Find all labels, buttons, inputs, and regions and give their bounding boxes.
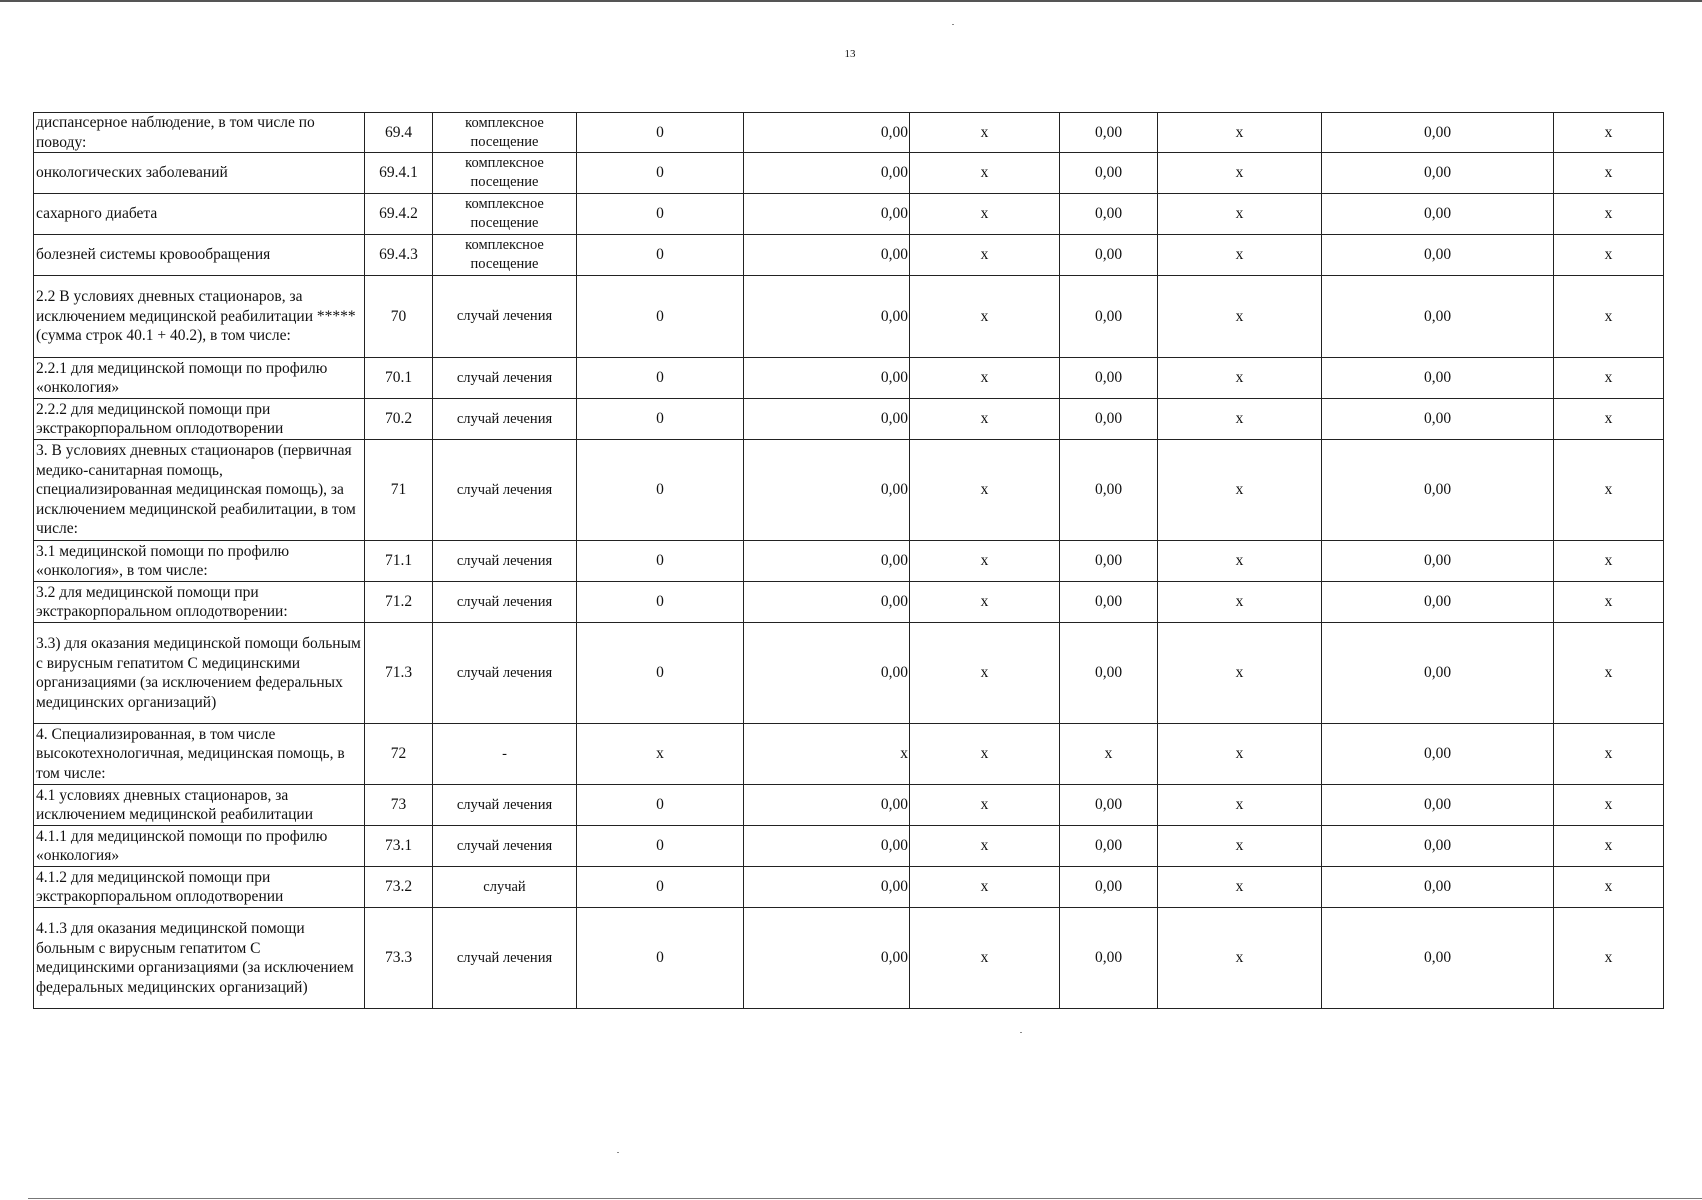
row-code-cell: 70.2 [365, 399, 433, 440]
value-cell: 0 [577, 153, 744, 194]
value-cell: х [1158, 276, 1322, 358]
row-name-cell: 2.2.2 для медицинской помощи при экстракорпоральном оплодотворении [34, 399, 365, 440]
row-name-cell: 4.1.3 для оказания медицинской помощи больным с вирусным гепатитом С медицинскими организациями (за исключением федеральных медицинских организаций) [34, 908, 365, 1009]
value-cell: 0,00 [1060, 623, 1158, 724]
value-cell: х [1158, 153, 1322, 194]
value-cell: х [910, 440, 1060, 541]
value-cell: 0,00 [1322, 623, 1554, 724]
value-cell: 0 [577, 908, 744, 1009]
scan-top-rule [0, 0, 1702, 2]
value-cell: х [1554, 724, 1664, 785]
value-cell: 0 [577, 194, 744, 235]
value-cell: 0,00 [1060, 785, 1158, 826]
value-cell: х [1554, 623, 1664, 724]
table-row [34, 908, 1664, 1009]
table-row [34, 440, 1664, 541]
row-code-cell: 71 [365, 440, 433, 541]
row-name-cell: 2.2.1 для медицинской помощи по профилю «онкология» [34, 358, 365, 399]
value-cell: 0,00 [744, 908, 910, 1009]
value-cell: х [910, 623, 1060, 724]
page-number: 13 [844, 48, 856, 60]
row-unit-cell: случай лечения [433, 440, 577, 541]
table-row [34, 358, 1664, 399]
value-cell: 0,00 [1322, 785, 1554, 826]
table-row [34, 153, 1664, 194]
value-cell: х [1158, 194, 1322, 235]
value-cell: 0,00 [744, 582, 910, 623]
table-row [34, 399, 1664, 440]
value-cell: 0,00 [744, 153, 910, 194]
value-cell: 0,00 [1322, 908, 1554, 1009]
value-cell: х [910, 399, 1060, 440]
row-unit-cell: комплексное посещение [433, 113, 577, 153]
row-name-cell: 4.1 условиях дневных стационаров, за исключением медицинской реабилитации [34, 785, 365, 826]
value-cell: 0,00 [744, 358, 910, 399]
table-row [34, 582, 1664, 623]
value-cell: 0,00 [1322, 276, 1554, 358]
row-unit-cell: случай [433, 867, 577, 908]
value-cell: х [910, 276, 1060, 358]
value-cell: х [910, 867, 1060, 908]
value-cell: х [1158, 582, 1322, 623]
row-code-cell: 70 [365, 276, 433, 358]
value-cell: 0 [577, 541, 744, 582]
value-cell: 0,00 [744, 399, 910, 440]
row-code-cell: 73.2 [365, 867, 433, 908]
row-name-cell: 4.1.1 для медицинской помощи по профилю «онкология» [34, 826, 365, 867]
value-cell: х [1158, 113, 1322, 153]
table-row [34, 623, 1664, 724]
value-cell: х [1158, 440, 1322, 541]
row-code-cell: 70.1 [365, 358, 433, 399]
value-cell: 0,00 [1322, 194, 1554, 235]
value-cell: 0 [577, 785, 744, 826]
row-name-cell: 3.1 медицинской помощи по профилю «онкология», в том числе: [34, 541, 365, 582]
value-cell: 0,00 [1322, 113, 1554, 153]
row-code-cell: 71.3 [365, 623, 433, 724]
row-unit-cell: случай лечения [433, 399, 577, 440]
table-row [34, 785, 1664, 826]
table-row [34, 276, 1664, 358]
value-cell: х [910, 582, 1060, 623]
value-cell: 0,00 [1060, 582, 1158, 623]
value-cell: 0 [577, 582, 744, 623]
row-code-cell: 71.1 [365, 541, 433, 582]
value-cell: х [1554, 276, 1664, 358]
value-cell: х [910, 358, 1060, 399]
value-cell: 0,00 [1322, 582, 1554, 623]
value-cell: х [1554, 399, 1664, 440]
value-cell: х [1554, 153, 1664, 194]
table-row [34, 235, 1664, 276]
value-cell: х [910, 194, 1060, 235]
scan-bottom-rule [28, 1198, 1702, 1199]
value-cell: х [1158, 399, 1322, 440]
value-cell: х [1554, 541, 1664, 582]
value-cell: 0,00 [1322, 867, 1554, 908]
row-code-cell: 69.4.3 [365, 235, 433, 276]
row-code-cell: 69.4.1 [365, 153, 433, 194]
scan-speck [1020, 1032, 1022, 1033]
medical-care-volume-table [33, 112, 1664, 1009]
row-name-cell: 4.1.2 для медицинской помощи при экстракорпоральном оплодотворении [34, 867, 365, 908]
row-name-cell: 3. В условиях дневных стационаров (первичная медико-санитарная помощь, специализированная медицинская помощь), за исключением медицинской реабилитации, в том числе: [34, 440, 365, 541]
row-unit-cell: случай лечения [433, 623, 577, 724]
row-name-cell: сахарного диабета [34, 194, 365, 235]
value-cell: х [1158, 541, 1322, 582]
value-cell: х [1554, 908, 1664, 1009]
row-code-cell: 71.2 [365, 582, 433, 623]
row-name-cell: 2.2 В условиях дневных стационаров, за исключением медицинской реабилитации ***** (сумма строк 40.1 + 40.2), в том числе: [34, 276, 365, 358]
value-cell: х [1158, 724, 1322, 785]
value-cell: 0,00 [1060, 399, 1158, 440]
row-name-cell: 3.2 для медицинской помощи при экстракорпоральном оплодотворении: [34, 582, 365, 623]
row-code-cell: 73.1 [365, 826, 433, 867]
row-name-cell: болезней системы кровообращения [34, 235, 365, 276]
row-name-cell: онкологических заболеваний [34, 153, 365, 194]
row-unit-cell: случай лечения [433, 908, 577, 1009]
table-row [34, 724, 1664, 785]
value-cell: 0,00 [1060, 440, 1158, 541]
row-code-cell: 69.4.2 [365, 194, 433, 235]
table-body [34, 113, 1664, 1009]
value-cell: х [910, 541, 1060, 582]
value-cell: 0,00 [744, 541, 910, 582]
row-name-cell: 3.3) для оказания медицинской помощи больным с вирусным гепатитом С медицинскими организациями (за исключением федеральных медицинских организаций) [34, 623, 365, 724]
table-row [34, 113, 1664, 153]
value-cell: 0 [577, 276, 744, 358]
value-cell: 0,00 [1322, 358, 1554, 399]
value-cell: 0 [577, 440, 744, 541]
value-cell: х [910, 724, 1060, 785]
value-cell: 0 [577, 867, 744, 908]
scan-speck [952, 24, 954, 25]
value-cell: 0 [577, 623, 744, 724]
row-unit-cell: случай лечения [433, 541, 577, 582]
value-cell: 0,00 [744, 867, 910, 908]
value-cell: х [1554, 440, 1664, 541]
value-cell: 0,00 [1060, 113, 1158, 153]
value-cell: 0 [577, 113, 744, 153]
value-cell: 0,00 [1060, 153, 1158, 194]
row-code-cell: 73.3 [365, 908, 433, 1009]
row-code-cell: 72 [365, 724, 433, 785]
value-cell: х [1554, 358, 1664, 399]
value-cell: х [1158, 826, 1322, 867]
value-cell: х [1158, 785, 1322, 826]
value-cell: 0,00 [1322, 153, 1554, 194]
value-cell: х [1158, 235, 1322, 276]
row-unit-cell: случай лечения [433, 582, 577, 623]
value-cell: 0,00 [1060, 867, 1158, 908]
row-unit-cell: - [433, 724, 577, 785]
value-cell: х [910, 113, 1060, 153]
row-unit-cell: случай лечения [433, 358, 577, 399]
value-cell: 0,00 [744, 194, 910, 235]
value-cell: 0,00 [1322, 541, 1554, 582]
value-cell: 0,00 [744, 440, 910, 541]
scan-speck [617, 1152, 619, 1153]
row-name-cell: 4. Специализированная, в том числе высокотехнологичная, медицинская помощь, в том числе: [34, 724, 365, 785]
row-code-cell: 73 [365, 785, 433, 826]
value-cell: 0 [577, 826, 744, 867]
value-cell: х [910, 153, 1060, 194]
value-cell: х [577, 724, 744, 785]
value-cell: 0 [577, 358, 744, 399]
value-cell: х [744, 724, 910, 785]
value-cell: х [910, 235, 1060, 276]
value-cell: х [1554, 235, 1664, 276]
value-cell: 0 [577, 235, 744, 276]
value-cell: 0,00 [1322, 724, 1554, 785]
value-cell: 0,00 [1060, 908, 1158, 1009]
value-cell: х [1554, 194, 1664, 235]
value-cell: 0,00 [1060, 235, 1158, 276]
value-cell: х [1554, 113, 1664, 153]
row-unit-cell: комплексное посещение [433, 153, 577, 194]
value-cell: 0,00 [1322, 440, 1554, 541]
table-row [34, 826, 1664, 867]
value-cell: 0 [577, 399, 744, 440]
value-cell: 0,00 [1322, 235, 1554, 276]
value-cell: х [1554, 785, 1664, 826]
value-cell: х [1554, 826, 1664, 867]
value-cell: 0,00 [744, 785, 910, 826]
value-cell: 0,00 [744, 276, 910, 358]
value-cell: 0,00 [1322, 826, 1554, 867]
value-cell: х [1554, 867, 1664, 908]
value-cell: х [1158, 908, 1322, 1009]
table-row [34, 541, 1664, 582]
value-cell: 0,00 [744, 623, 910, 724]
value-cell: х [910, 826, 1060, 867]
row-code-cell: 69.4 [365, 113, 433, 153]
row-unit-cell: случай лечения [433, 276, 577, 358]
row-unit-cell: случай лечения [433, 826, 577, 867]
table-row [34, 867, 1664, 908]
value-cell: х [1158, 358, 1322, 399]
value-cell: 0,00 [1060, 541, 1158, 582]
row-unit-cell: комплексное посещение [433, 194, 577, 235]
value-cell: х [1158, 623, 1322, 724]
row-name-cell: диспансерное наблюдение, в том числе по поводу: [34, 113, 365, 153]
value-cell: х [910, 785, 1060, 826]
value-cell: 0,00 [1060, 358, 1158, 399]
value-cell: х [910, 908, 1060, 1009]
value-cell: 0,00 [1060, 826, 1158, 867]
value-cell: х [1554, 582, 1664, 623]
value-cell: 0,00 [1322, 399, 1554, 440]
value-cell: 0,00 [744, 235, 910, 276]
value-cell: х [1158, 867, 1322, 908]
value-cell: 0,00 [1060, 194, 1158, 235]
row-unit-cell: комплексное посещение [433, 235, 577, 276]
value-cell: 0,00 [1060, 276, 1158, 358]
value-cell: 0,00 [744, 826, 910, 867]
value-cell: х [1060, 724, 1158, 785]
table-row [34, 194, 1664, 235]
row-unit-cell: случай лечения [433, 785, 577, 826]
value-cell: 0,00 [744, 113, 910, 153]
